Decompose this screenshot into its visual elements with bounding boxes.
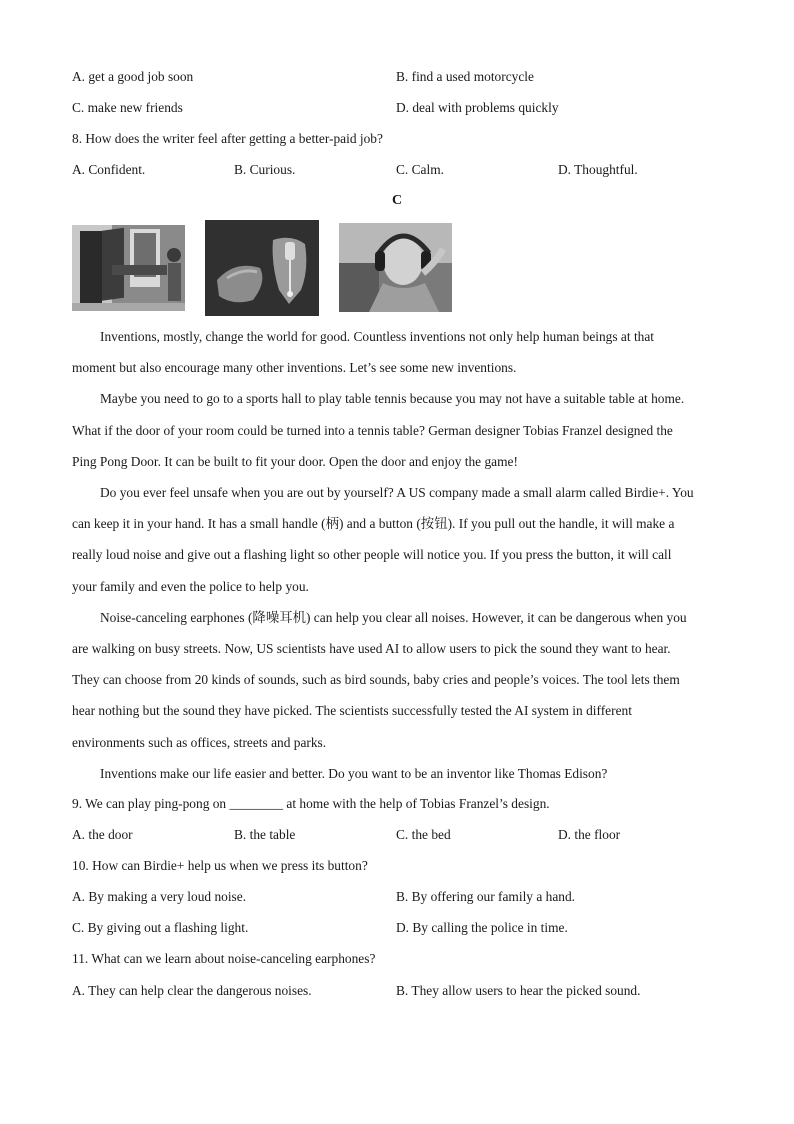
passage-line: hear nothing but the sound they have picked. The scientists successfully tested the AI system in different (72, 703, 632, 719)
q11-option-a: A. They can help clear the dangerous noises. (72, 983, 312, 998)
passage-line: Inventions make our life easier and better. Do you want to be an inventor like Thomas Edison? (100, 765, 608, 781)
q9-option-b: B. the table (234, 827, 296, 842)
passage-line: What if the door of your room could be turned into a tennis table? German designer Tobias Franzel designed the (72, 422, 673, 438)
passage-line: Maybe you need to go to a sports hall to play table tennis because you may not have a suitable table at home. (100, 391, 685, 407)
q11-option-b: B. They allow users to hear the picked sound. (396, 983, 641, 998)
passage (72, 321, 724, 789)
passage-line: really loud noise and give out a flashing light so other people will notice you. If you press the button, it will call (72, 547, 672, 563)
ping-pong-door-photo (72, 225, 185, 311)
q9-option-a: A. the door (72, 827, 133, 842)
q8-question: 8. How does the writer feel after getting a better-paid job? (72, 131, 383, 146)
passage-line: Ping Pong Door. It can be built to fit your door. Open the door and enjoy the game! (72, 453, 518, 469)
passage-line: moment but also encourage many other inventions. Let’s see some new inventions. (72, 360, 517, 376)
q8-option-a: A. Confident. (72, 162, 146, 177)
q7-option-b: B. find a used motorcycle (396, 69, 534, 84)
passage-line: They can choose from 20 kinds of sounds, such as bird sounds, baby cries and people’s voices. The tool lets them (72, 672, 680, 688)
passage-line: environments such as offices, streets and parks. (72, 734, 327, 750)
section-heading: C (391, 193, 403, 208)
q8-option-b: B. Curious. (234, 162, 296, 177)
passage-line: are walking on busy streets. Now, US scientists have used AI to allow users to pick the sound they want to hear. (72, 641, 671, 657)
q7-option-c: C. make new friends (72, 100, 183, 115)
q10-option-d: D. By calling the police in time. (396, 920, 568, 935)
q10-option-b: B. By offering our family a hand. (396, 889, 576, 904)
q8-option-d: D. Thoughtful. (558, 162, 638, 177)
passage-line: Inventions, mostly, change the world for good. Countless inventions not only help human beings at that (100, 329, 655, 344)
passage-line: Noise-canceling earphones (降噪耳机) can help you clear all noises. However, it can be dangerous when you (100, 609, 687, 625)
q9-question: 9. We can play ping-pong on ________ at home with the help of Tobias Franzel’s design. (72, 796, 550, 811)
q8-option-c: C. Calm. (396, 162, 444, 177)
q10-question: 10. How can Birdie+ help us when we press its button? (72, 858, 368, 873)
passage-line: Do you ever feel unsafe when you are out by yourself? A US company made a small alarm called Birdie+. You (100, 485, 694, 501)
passage-line: your family and even the police to help you. (72, 578, 309, 594)
q10-option-c: C. By giving out a flashing light. (72, 920, 249, 935)
alarm-handle-photo (205, 220, 319, 316)
earphones-photo (339, 223, 452, 312)
q10-option-a: A. By making a very loud noise. (72, 889, 247, 904)
q7-option-a: A. get a good job soon (72, 69, 194, 84)
passage-line: can keep it in your hand. It has a small handle (柄) and a button (按钮). If you pull out the handle, it will make a (72, 516, 675, 532)
q9-option-c: C. the bed (396, 827, 451, 842)
q11-question: 11. What can we learn about noise-canceling earphones? (72, 951, 376, 966)
q7-option-d: D. deal with problems quickly (396, 100, 559, 115)
q9-option-d: D. the floor (558, 827, 621, 842)
